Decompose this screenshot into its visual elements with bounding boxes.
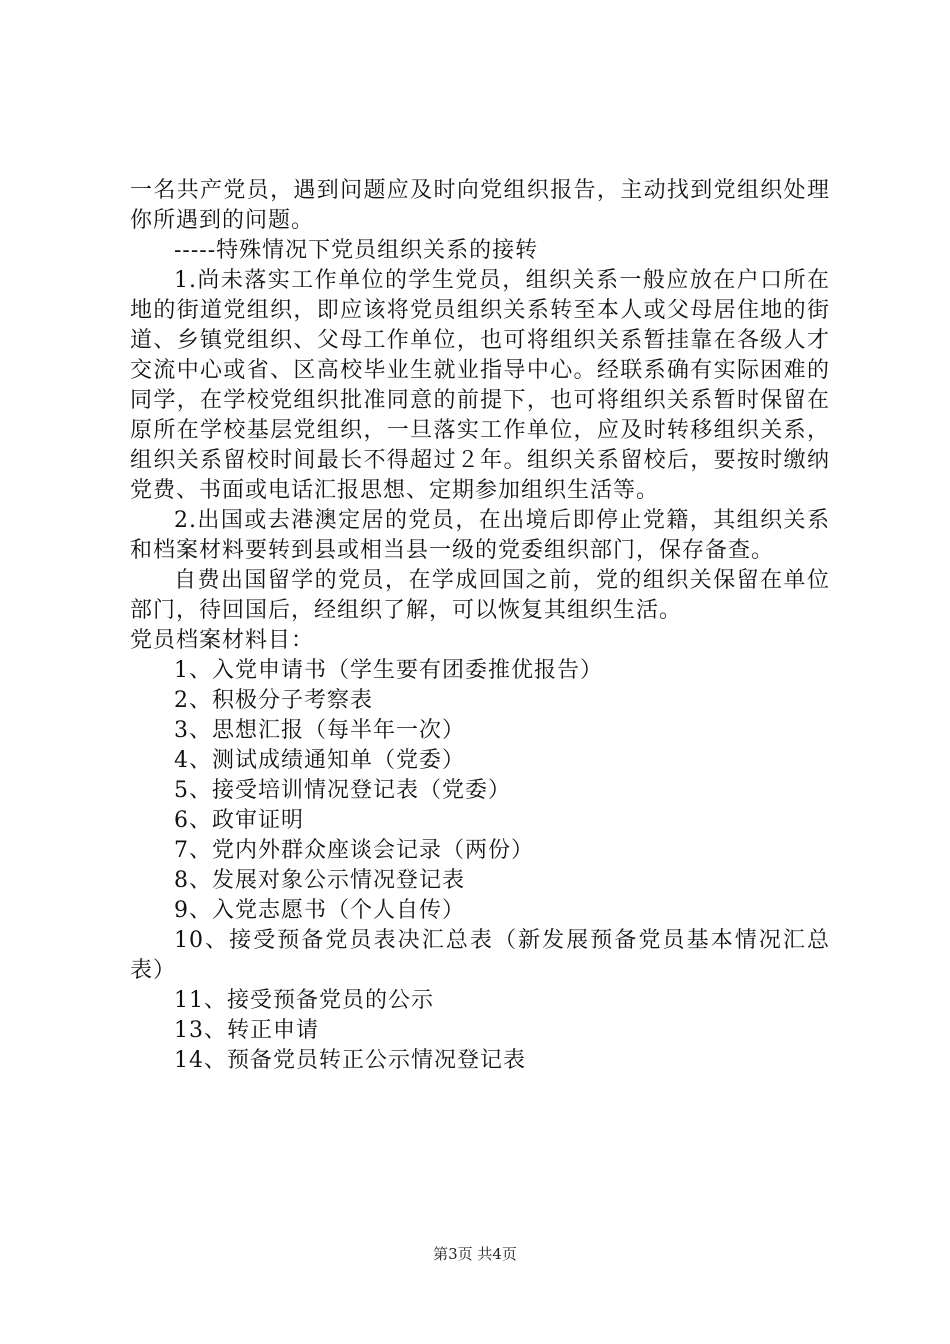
list-item: 10、接受预备党员表决汇总表（新发展预备党员基本情况汇总表）	[130, 928, 830, 983]
paragraph-item-2: 2.出国或去港澳定居的党员，在出境后即停止党籍，其组织关系和档案材料要转到县或相当县一级的党委组织部门，保存备查。	[130, 508, 830, 563]
paragraph-item-1: 1.尚未落实工作单位的学生党员，组织关系一般应放在户口所在地的街道党组织，即应该将党员组织关系转至本人或父母居住地的街道、乡镇党组织、父母工作单位，也可将组织关系暂挂靠在各级人才交流中心或省、区高校毕业生就业指导中心。经联系确有实际困难的同学，在学校党组织批准同意的前提下，也可将组织关系暂时保留在原所在学校基层党组织，一旦落实工作单位，应及时转移组织关系，组织关系留校时间最长不得超过２年。组织关系留校后，要按时缴纳党费、书面或电话汇报思想、定期参加组织生活等。	[130, 268, 830, 503]
list-item: 1、入党申请书（学生要有团委推优报告）	[174, 658, 603, 683]
page-footer	[0, 1244, 950, 1264]
document-body	[130, 176, 830, 1076]
list-item: 4、测试成绩通知单（党委）	[174, 748, 465, 773]
paragraph-intro: 一名共产党员，遇到问题应及时向党组织报告，主动找到党组织处理你所遇到的问题。	[130, 178, 830, 233]
page-number-label: 第3页 共4页	[433, 1245, 517, 1263]
list-item: 6、政审证明	[174, 808, 304, 833]
section-heading: -----特殊情况下党员组织关系的接转	[174, 238, 539, 263]
list-item: 11、接受预备党员的公示	[174, 988, 434, 1013]
archive-list-heading: 党员档案材料目：	[130, 628, 315, 653]
list-item: 2、积极分子考察表	[174, 688, 373, 713]
list-item: 5、接受培训情况登记表（党委）	[174, 778, 511, 803]
list-item: 9、入党志愿书（个人自传）	[174, 898, 465, 923]
paragraph-self-funded: 自费出国留学的党员，在学成回国之前，党的组织关保留在单位部门，待回国后，经组织了解，可以恢复其组织生活。	[130, 568, 830, 623]
list-item: 13、转正申请	[174, 1018, 319, 1043]
list-item: 14、预备党员转正公示情况登记表	[174, 1048, 526, 1073]
list-item: 3、思想汇报（每半年一次）	[174, 718, 465, 743]
list-item: 7、党内外群众座谈会记录（两份）	[174, 838, 534, 863]
list-item: 8、发展对象公示情况登记表	[174, 868, 465, 893]
